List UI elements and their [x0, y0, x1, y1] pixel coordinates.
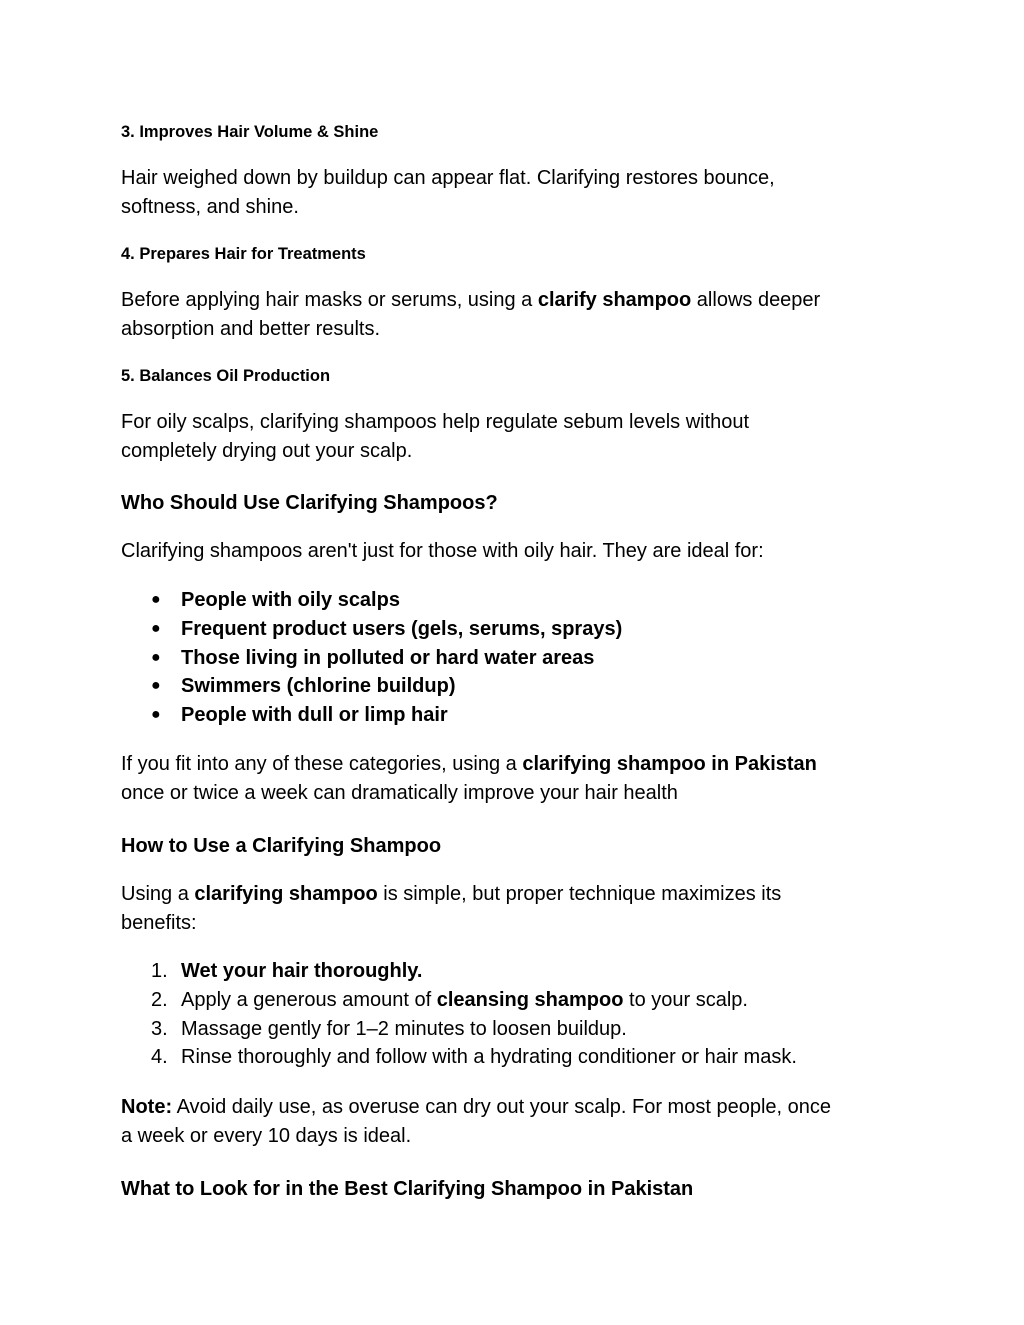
step-number: 2. [151, 988, 168, 1011]
who-intro: Clarifying shampoos aren't just for those with oily hair. They are ideal for: [121, 540, 764, 562]
bullet-icon: ● [151, 591, 161, 608]
bullet-icon: ● [151, 648, 161, 666]
section-4-heading: 4. Prepares Hair for Treatments [121, 245, 366, 263]
step-number: 1. [151, 960, 168, 982]
section-4-text-pre: Before applying hair masks or serums, using a [121, 289, 538, 311]
step-item [121, 957, 797, 986]
who-outro-pre: If you fit into any of these categories, using a [121, 753, 523, 775]
step-text-bold: cleansing shampoo [436, 988, 624, 1011]
how-intro-pre: Using a [121, 883, 195, 905]
list-item [121, 701, 622, 730]
step-number: 3. [151, 1017, 168, 1040]
section-5-heading: 5. Balances Oil Production [121, 367, 331, 385]
step-text-post: to your scalp. [623, 988, 748, 1011]
how-intro-bold: clarifying shampoo [194, 883, 378, 905]
how-intro-line-2: benefits: [121, 912, 197, 934]
step-number: 4. [151, 1046, 168, 1069]
note-line-2: a week or every 10 days is ideal. [121, 1125, 412, 1147]
list-item-text: Those living in polluted or hard water areas [181, 646, 595, 669]
step-text-pre: Apply a generous amount of [181, 988, 437, 1011]
who-bullet-list [121, 586, 622, 730]
who-outro-line-2: once or twice a week can dramatically improve your hair health [121, 782, 678, 804]
step-item [121, 1043, 797, 1072]
list-item-text: People with dull or limp hair [181, 704, 448, 726]
list-item-text: Frequent product users (gels, serums, sprays) [181, 617, 623, 640]
section-4-text-bold: clarify shampoo [537, 289, 692, 311]
list-item-text: Swimmers (chlorine buildup) [181, 675, 456, 698]
who-heading: Who Should Use Clarifying Shampoos? [121, 492, 498, 514]
section-5-text-line-1: For oily scalps, clarifying shampoos help regulate sebum levels without [121, 411, 750, 433]
step-text: Massage gently for 1–2 minutes to loosen buildup. [181, 1017, 627, 1040]
section-4-text-line-1 [121, 286, 820, 315]
list-item-text: People with oily scalps [181, 589, 400, 611]
section-4-text-line-2: absorption and better results. [121, 318, 381, 340]
step-text-bold: Wet your hair thoroughly. [181, 960, 423, 982]
list-item [121, 672, 622, 701]
how-steps-list [121, 957, 797, 1072]
how-heading: How to Use a Clarifying Shampoo [121, 835, 442, 857]
section-3-text-line-1: Hair weighed down by buildup can appear flat. Clarifying restores bounce, [121, 167, 775, 189]
section-5-text-line-2: completely drying out your scalp. [121, 440, 413, 462]
list-item [121, 615, 622, 644]
note-text: Avoid daily use, as overuse can dry out your scalp. For most people, once [172, 1096, 831, 1118]
how-intro-post: is simple, but proper technique maximizes its [377, 883, 782, 905]
step-text: Rinse thoroughly and follow with a hydrating conditioner or hair mask. [181, 1046, 797, 1069]
bullet-icon: ● [151, 677, 161, 695]
look-heading: What to Look for in the Best Clarifying Shampoo in Pakistan [121, 1178, 694, 1200]
who-outro-line-1 [121, 750, 817, 779]
step-item [121, 1015, 797, 1044]
section-3-heading: 3. Improves Hair Volume & Shine [121, 123, 379, 141]
who-outro-bold: clarifying shampoo in Pakistan [522, 753, 817, 775]
list-item [121, 644, 622, 673]
section-3-text-line-2: softness, and shine. [121, 196, 299, 218]
bullet-icon: ● [151, 706, 161, 723]
bullet-icon: ● [151, 619, 161, 637]
step-item [121, 986, 797, 1015]
list-item [121, 586, 622, 615]
section-4-text-post: allows deeper [691, 289, 821, 311]
note-line-1 [121, 1093, 831, 1122]
note-label: Note: [121, 1096, 173, 1118]
how-intro-line-1 [121, 880, 781, 909]
